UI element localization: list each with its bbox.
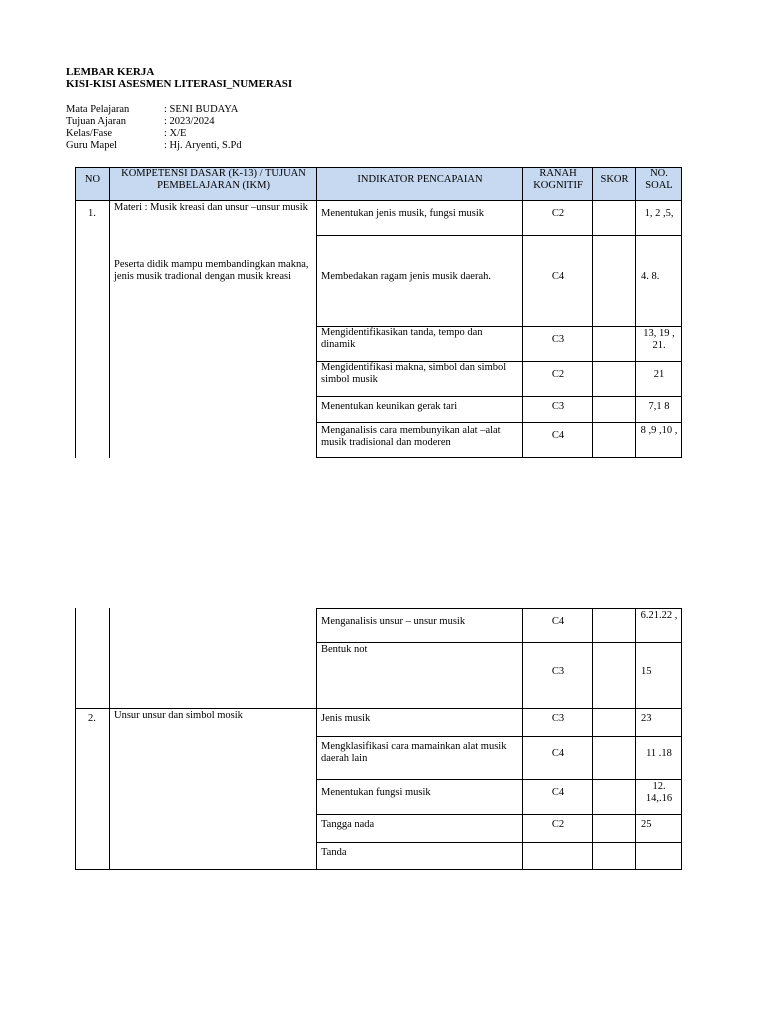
grid-line <box>317 608 682 609</box>
grid-line <box>681 167 682 458</box>
row-indikator: Membedakan ragam jenis musik daerah. <box>321 270 491 282</box>
row-ranah: C2 <box>551 369 565 380</box>
row-ranah: C4 <box>551 787 565 798</box>
row-ranah: C2 <box>551 818 565 830</box>
row-ranah: C4 <box>551 430 565 441</box>
grid-line <box>317 361 682 362</box>
section1-materi: Materi : Musik kreasi dan unsur –unsur musik <box>114 202 308 213</box>
row-indikator: Tangga nada <box>321 818 375 830</box>
meta-value: : Hj. Aryenti, S.Pd <box>164 140 242 151</box>
row-ranah: C3 <box>551 665 565 677</box>
section1-no: 1. <box>88 208 96 219</box>
row-skor <box>593 397 636 417</box>
section2-no: 2. <box>88 713 96 724</box>
grid-line <box>317 422 682 423</box>
grid-line <box>317 736 682 737</box>
row-skor <box>593 362 636 388</box>
meta-row <box>66 128 242 140</box>
grid-line <box>75 869 682 870</box>
row-indikator: Mengidentifikasi makna, simbol dan simbol simbol musik <box>321 362 507 385</box>
row-indikator: Menganalisis unsur – unsur musik <box>321 615 466 627</box>
meta-value: : SENI BUDAYA <box>164 104 239 115</box>
row-indikator: Mengidentifikasikan tanda, tempo dan dinamik <box>321 327 483 350</box>
row-skor <box>593 643 636 700</box>
grid-line <box>75 167 76 458</box>
row-skor <box>593 780 636 806</box>
header-no: NO <box>84 174 101 185</box>
grid-line <box>317 235 682 236</box>
grid-line <box>522 167 523 458</box>
grid-line <box>75 708 682 709</box>
row-skor <box>593 327 636 353</box>
grid-line <box>317 457 682 458</box>
grid-line <box>109 608 110 870</box>
row-skor <box>593 737 636 771</box>
grid-line <box>109 167 110 458</box>
row-skor <box>593 201 636 227</box>
grid-line <box>681 608 682 870</box>
doc-title-line1: LEMBAR KERJA <box>66 66 155 78</box>
meta-label: Kelas/Fase <box>66 128 113 139</box>
grid-line <box>592 608 593 870</box>
row-skor <box>593 423 636 449</box>
grid-line <box>75 608 76 870</box>
row-indikator: Menentukan fungsi musik <box>321 787 431 798</box>
row-soal: 4. 8. <box>641 270 660 282</box>
row-soal: 15 <box>641 665 652 677</box>
doc-title-line2: KISI-KISI ASESMEN LITERASI_NUMERASI <box>66 78 293 90</box>
row-indikator: Tanda <box>321 846 347 858</box>
header-kompetensi: KOMPETENSI DASAR (K-13) / TUJUAN PEMBELAJARAN (IKM) <box>121 168 306 191</box>
grid-line <box>592 167 593 458</box>
row-ranah: C4 <box>551 748 565 759</box>
row-soal: 23 <box>641 712 652 724</box>
grid-line <box>75 167 682 168</box>
row-ranah: C2 <box>551 208 565 219</box>
grid-line <box>522 608 523 870</box>
row-ranah: C4 <box>551 615 565 627</box>
grid-line <box>317 642 682 643</box>
section2-materi: Unsur unsur dan simbol mosik <box>114 710 243 721</box>
row-indikator: Menentukan jenis musik, fungsi musik <box>321 208 485 219</box>
grid-line <box>316 608 317 870</box>
grid-line <box>317 396 682 397</box>
row-indikator: Bentuk not <box>321 644 368 655</box>
grid-line <box>635 608 636 870</box>
header-ranah: RANAH KOGNITIF <box>533 168 583 191</box>
meta-row <box>66 104 242 116</box>
row-soal: 11 .18 <box>646 748 672 759</box>
section1-tujuan: Peserta didik mampu membandingkan makna, jenis musik tradional dengan musik kreasi <box>114 259 309 282</box>
grid-line <box>75 200 682 201</box>
row-ranah: C4 <box>551 270 565 282</box>
row-skor <box>593 236 636 317</box>
row-indikator: Menentukan keunikan gerak tari <box>321 401 458 412</box>
row-ranah: C3 <box>551 334 565 345</box>
row-ranah: C3 <box>551 401 565 412</box>
row-skor <box>593 815 636 834</box>
row-indikator: Menganalisis cara membunyikan alat –alat musik tradisional dan moderen <box>321 425 501 448</box>
meta-label: Guru Mapel <box>66 140 118 151</box>
grid-line <box>317 814 682 815</box>
meta-block <box>66 104 242 152</box>
row-indikator: Mengklasifikasi cara mamainkan alat musik daerah lain <box>321 741 507 764</box>
row-soal: 13, 19 , 21. <box>643 328 675 351</box>
meta-value: : 2023/2024 <box>164 116 215 127</box>
row-skor <box>593 709 636 728</box>
grid-line <box>317 779 682 780</box>
meta-value: : X/E <box>164 128 187 139</box>
row-indikator: Jenis musik <box>321 712 371 724</box>
row-skor <box>593 609 636 634</box>
header-indikator: INDIKATOR PENCAPAIAN <box>357 174 483 185</box>
row-soal: 12. 14,.16 <box>645 781 673 804</box>
row-skor <box>593 843 636 862</box>
grid-line <box>317 842 682 843</box>
header-soal: NO. SOAL <box>645 168 673 191</box>
row-soal <box>636 843 682 862</box>
grid-line <box>317 326 682 327</box>
header-skor: SKOR <box>600 174 629 185</box>
row-soal: 8 ,9 ,10 , <box>640 425 678 436</box>
meta-row <box>66 140 242 152</box>
row-soal: 1, 2 ,5, <box>644 208 674 219</box>
meta-row <box>66 116 242 128</box>
grid-line <box>635 167 636 458</box>
meta-label: Mata Pelajaran <box>66 104 130 115</box>
meta-label: Tujuan Ajaran <box>66 116 126 127</box>
row-soal: 21 <box>653 369 665 380</box>
grid-line <box>316 167 317 458</box>
row-ranah <box>523 843 593 862</box>
row-soal: 7,1 8 <box>648 401 670 412</box>
row-soal: 6.21.22 , <box>640 610 678 621</box>
row-ranah: C3 <box>551 712 565 724</box>
row-soal: 25 <box>641 818 652 830</box>
